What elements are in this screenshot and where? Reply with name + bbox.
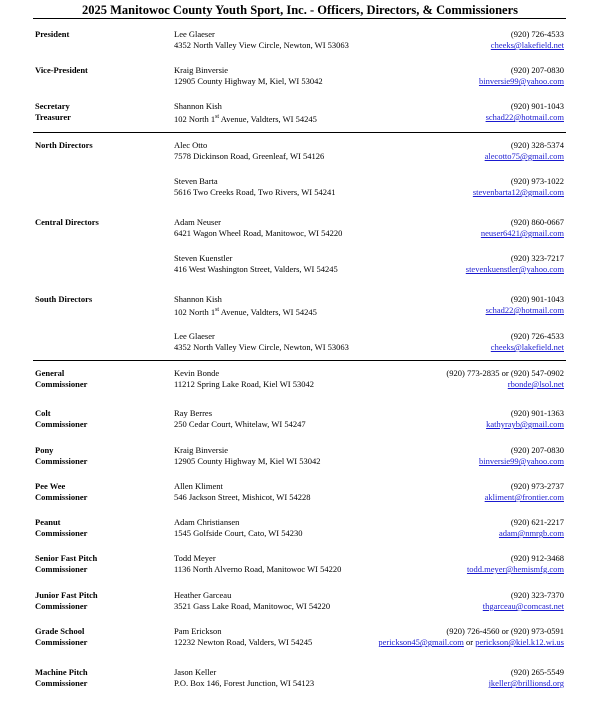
person-contact <box>483 590 564 612</box>
role-label: Vice-President <box>35 65 88 75</box>
person-name: Shannon Kish <box>174 101 222 111</box>
person-address: 4352 North Valley View Circle, Newton, WI 53063 <box>174 342 349 352</box>
email-link[interactable]: adam@nmrgb.com <box>498 528 564 538</box>
email-link[interactable]: binversie99@yahoo.com <box>478 76 564 86</box>
person-phone: (920) 207-0830 <box>510 65 564 75</box>
person-phone: (920) 773-2835 or (920) 547-0902 <box>446 368 564 378</box>
person-info <box>174 331 349 353</box>
person-phone: (920) 973-1022 <box>510 176 564 186</box>
person-address: 1545 Golfside Court, Cato, WI 54230 <box>174 528 303 538</box>
person-info <box>174 481 311 503</box>
person-contact <box>491 331 564 353</box>
role-label: Senior Fast Pitch Commissioner <box>35 553 98 574</box>
person-phone: (920) 621-2217 <box>510 517 564 527</box>
person-address: 11212 Spring Lake Road, Kiel WI 53042 <box>174 379 314 389</box>
person-phone: (920) 726-4560 or (920) 973-0591 <box>446 626 564 636</box>
person-phone: (920) 726-4533 <box>510 29 564 39</box>
person-phone: (920) 726-4533 <box>510 331 564 341</box>
role-label: Pony Commissioner <box>35 445 88 466</box>
email-link[interactable]: schad22@hotmail.com <box>485 112 564 122</box>
role-label: General Commissioner <box>35 368 88 389</box>
person-name: Kraig Binversie <box>174 445 229 455</box>
person-name: Lee Glaeser <box>174 331 215 341</box>
email-link[interactable]: akliment@frontier.com <box>484 492 564 502</box>
person-info <box>174 253 338 275</box>
page-title: 2025 Manitowoc County Youth Sport, Inc. - Officers, Directors, & Commissioners <box>81 3 519 17</box>
email-link[interactable]: jkeller@brillionsd.org <box>488 678 564 688</box>
person-contact <box>491 29 564 51</box>
person-name: Lee Glaeser <box>174 29 215 39</box>
person-contact <box>485 140 564 162</box>
person-info <box>174 590 330 612</box>
person-info <box>174 294 317 318</box>
email-link[interactable]: rbonde@lsol.net <box>507 379 564 389</box>
email-link[interactable]: todd.meyer@hemismfg.com <box>466 564 564 574</box>
person-address: 250 Cedar Court, Whitelaw, WI 54247 <box>174 419 306 429</box>
person-address: 546 Jackson Street, Mishicot, WI 54228 <box>174 492 311 502</box>
person-address: 102 North 1st Avenue, Valdters, WI 54245 <box>174 306 317 317</box>
person-info <box>174 29 349 51</box>
person-contact <box>499 517 564 539</box>
person-name: Alec Otto <box>174 140 208 150</box>
person-name: Shannon Kish <box>174 294 222 304</box>
role-label: Junior Fast Pitch Commissioner <box>35 590 98 611</box>
person-info <box>174 408 306 430</box>
person-name: Heather Garceau <box>174 590 232 600</box>
role-label: North Directors <box>35 140 93 150</box>
person-phone: (920) 901-1363 <box>510 408 564 418</box>
email-link[interactable]: neuser6421@gmail.com <box>480 228 564 238</box>
person-name: Pam Erickson <box>174 626 222 636</box>
person-address: 6421 Wagon Wheel Road, Manitowoc, WI 54220 <box>174 228 343 238</box>
person-address: 1136 North Alverno Road, Manitowoc WI 54220 <box>174 564 342 574</box>
person-name: Jason Keller <box>174 667 217 677</box>
person-address: 12905 County Highway M, Kiel, WI 53042 <box>174 76 323 86</box>
email-link[interactable]: kathyrayb@gmail.com <box>486 419 564 429</box>
role-label: Grade School Commissioner <box>35 626 88 647</box>
person-name: Allen Kliment <box>174 481 223 491</box>
person-info <box>174 65 323 87</box>
person-info <box>174 553 341 575</box>
person-phone: (920) 973-2737 <box>510 481 564 491</box>
person-info <box>174 368 314 390</box>
person-phone: (920) 207-0830 <box>510 445 564 455</box>
person-address: 102 North 1st Avenue, Valdters, WI 54245 <box>174 113 317 124</box>
person-info <box>174 667 314 689</box>
person-info <box>174 101 317 125</box>
person-info <box>174 626 312 648</box>
person-phone: (920) 901-1043 <box>510 101 564 111</box>
section-divider <box>33 360 566 361</box>
person-phone: (920) 323-7370 <box>510 590 564 600</box>
email-link[interactable]: cheeks@lakefield.net <box>490 40 564 50</box>
person-contact <box>486 294 564 316</box>
person-phone: (920) 901-1043 <box>510 294 564 304</box>
email-link-secondary[interactable]: perickson@kiel.k12.wi.us <box>475 637 564 647</box>
person-phone: (920) 912-3468 <box>510 553 564 563</box>
role-label: Central Directors <box>35 217 99 227</box>
person-contact <box>489 667 564 689</box>
person-info <box>174 517 303 539</box>
email-link[interactable]: schad22@hotmail.com <box>485 305 564 315</box>
person-phone: (920) 265-5549 <box>510 667 564 677</box>
section-divider <box>33 132 566 133</box>
person-name: Kevin Bonde <box>174 368 220 378</box>
person-contact <box>466 253 564 275</box>
person-contact <box>446 368 564 390</box>
person-address: 12905 County Highway M, Kiel WI 53042 <box>174 456 321 466</box>
person-contact <box>481 217 564 239</box>
email-link[interactable]: cheeks@lakefield.net <box>490 342 564 352</box>
email-link[interactable]: stevenbarta12@gmail.com <box>472 187 564 197</box>
person-info <box>174 217 342 239</box>
person-info <box>174 445 320 467</box>
person-contact <box>485 481 564 503</box>
person-info <box>174 176 335 198</box>
person-name: Kraig Binversie <box>174 65 229 75</box>
email-separator: or <box>463 637 476 647</box>
role-label: President <box>35 29 70 39</box>
person-contact <box>486 101 564 123</box>
person-address: 12232 Newton Road, Valders, WI 54245 <box>174 637 313 647</box>
person-contact <box>486 408 564 430</box>
person-contact <box>473 176 564 198</box>
person-name: Adam Neuser <box>174 217 221 227</box>
person-phone: (920) 860-0667 <box>510 217 564 227</box>
person-name: Steven Kuenstler <box>174 253 233 263</box>
person-info <box>174 140 324 162</box>
person-name: Adam Christiansen <box>174 517 240 527</box>
person-address: 7578 Dickinson Road, Greenleaf, WI 54126 <box>174 151 325 161</box>
email-link[interactable]: thgarceau@comcast.net <box>482 601 564 611</box>
person-address: P.O. Box 146, Forest Junction, WI 54123 <box>174 678 315 688</box>
person-name: Steven Barta <box>174 176 218 186</box>
person-contact <box>378 626 564 648</box>
role-label: South Directors <box>35 294 93 304</box>
person-phone: (920) 323-7217 <box>510 253 564 263</box>
person-name: Ray Berres <box>174 408 213 418</box>
person-address: 3521 Gass Lake Road, Manitowoc, WI 54220 <box>174 601 331 611</box>
role-label: Peanut Commissioner <box>35 517 88 538</box>
email-link[interactable]: alecotto75@gmail.com <box>484 151 564 161</box>
role-label: Pee Wee Commissioner <box>35 481 88 502</box>
person-phone: (920) 328-5374 <box>510 140 564 150</box>
person-name: Todd Meyer <box>174 553 216 563</box>
role-label: Secretary Treasurer <box>35 101 71 122</box>
email-link[interactable]: binversie99@yahoo.com <box>478 456 564 466</box>
email-link[interactable]: perickson45@gmail.com <box>378 637 464 647</box>
person-address: 4352 North Valley View Circle, Newton, WI 53063 <box>174 40 349 50</box>
email-link[interactable]: stevenkuenstler@yahoo.com <box>465 264 564 274</box>
person-address: 5616 Two Creeks Road, Two Rivers, WI 54241 <box>174 187 336 197</box>
role-label: Colt Commissioner <box>35 408 88 429</box>
person-contact <box>467 553 564 575</box>
header-rule <box>33 18 566 19</box>
role-label: Machine Pitch Commissioner <box>35 667 88 688</box>
person-contact <box>479 445 564 467</box>
person-address: 416 West Washington Street, Valders, WI 54245 <box>174 264 338 274</box>
person-contact <box>479 65 564 87</box>
